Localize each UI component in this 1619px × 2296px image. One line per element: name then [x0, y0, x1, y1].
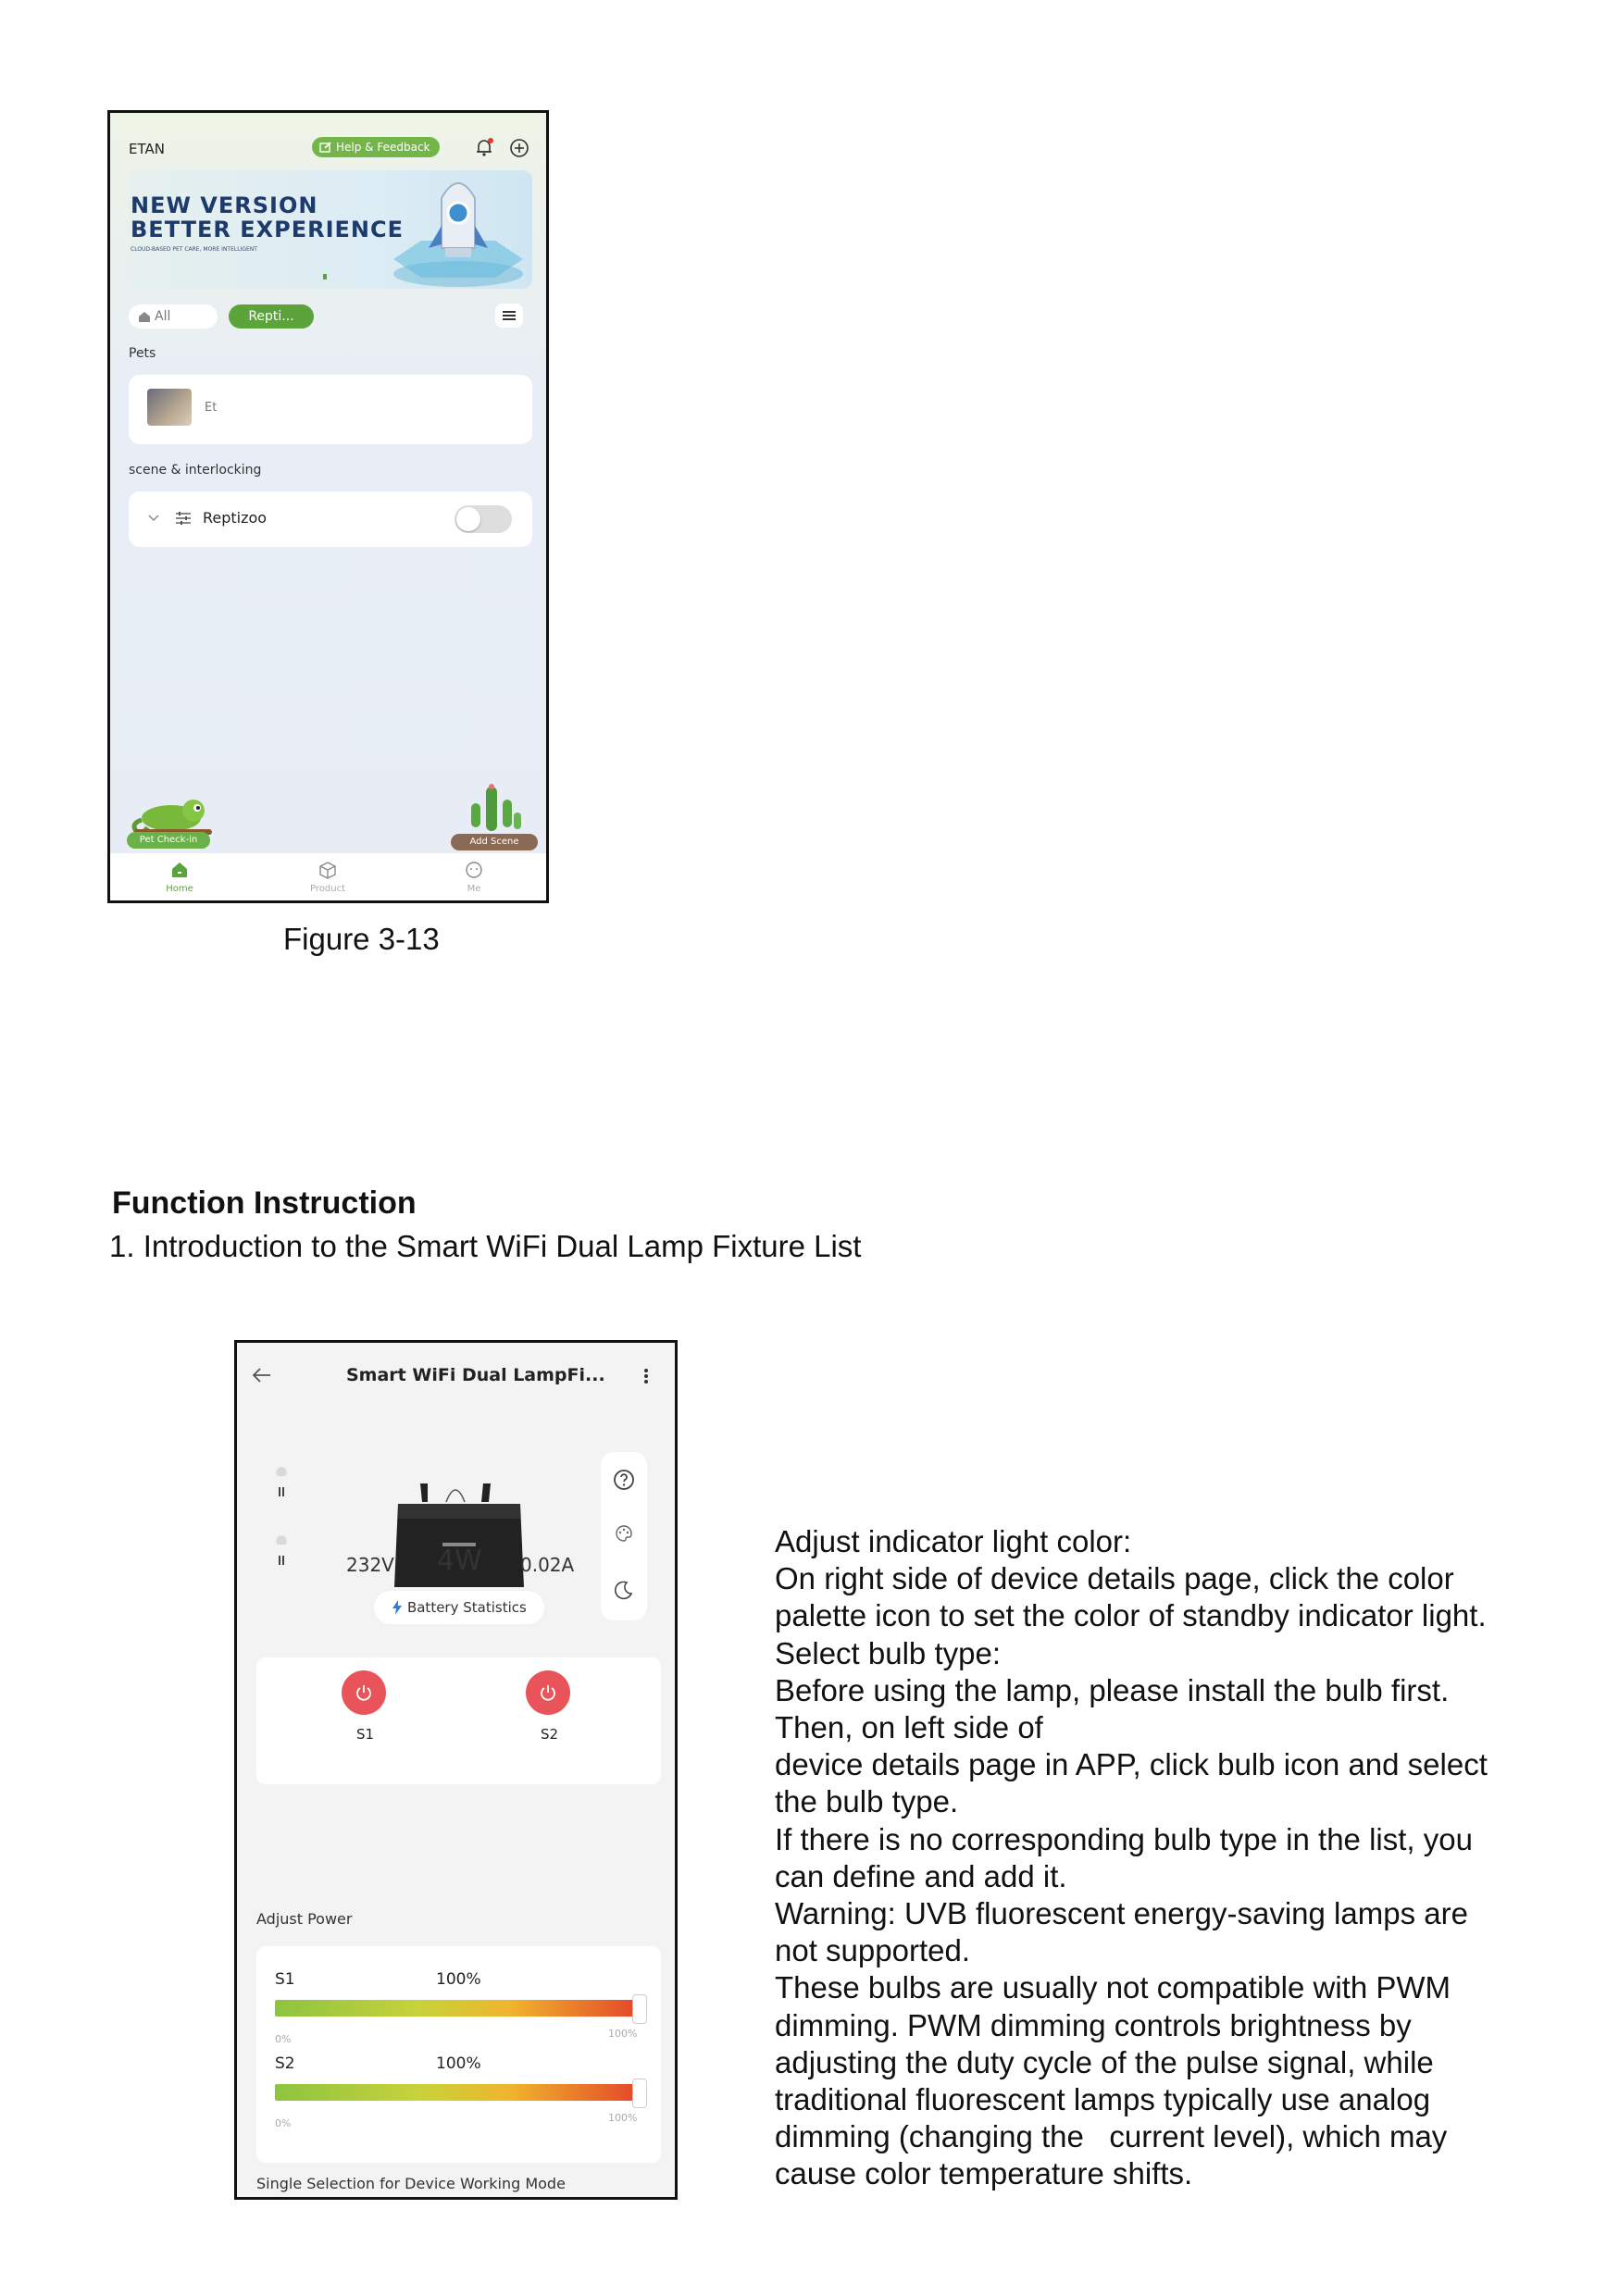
- tab-all-label: All: [155, 309, 171, 324]
- nav-product-label: Product: [310, 884, 345, 894]
- home-small-icon: [137, 310, 152, 323]
- device-title: Smart WiFi Dual LampFi...: [346, 1365, 605, 1385]
- pet-card[interactable]: [129, 375, 532, 444]
- slider-s1-max: 100%: [608, 2028, 638, 2040]
- instruction-text: [775, 1523, 1589, 2193]
- banner-headline-2: BETTER EXPERIENCE: [131, 217, 404, 242]
- text-line: adjusting the duty cycle of the pulse signal, while: [775, 2044, 1434, 2079]
- nav-home[interactable]: [110, 861, 249, 894]
- bottom-nav: [110, 853, 546, 900]
- bulb-icon[interactable]: [272, 1465, 291, 1502]
- bulb-icon[interactable]: [272, 1533, 291, 1570]
- text-line: Then, on left side of: [775, 1710, 1043, 1745]
- plus-circle-icon: [509, 138, 529, 158]
- promo-banner[interactable]: [129, 170, 532, 289]
- cactus-illustration: [458, 781, 532, 837]
- side-action-panel: [601, 1452, 647, 1620]
- s1-power-button[interactable]: [342, 1670, 386, 1715]
- adjust-power-label: Adjust Power: [256, 1910, 353, 1928]
- text-line: can define and add it.: [775, 1858, 1067, 1893]
- text-line: the bulb type.: [775, 1784, 959, 1819]
- banner-page-indicator: [323, 274, 327, 279]
- help-feedback-button[interactable]: [312, 137, 440, 157]
- current-value: 0.02A: [520, 1554, 575, 1576]
- text-line: traditional fluorescent lamps typically use analog: [775, 2082, 1431, 2117]
- app-title: ETAN: [129, 141, 165, 157]
- section-heading: Function Instruction: [112, 1185, 417, 1221]
- text-line: not supported.: [775, 1933, 970, 1968]
- nav-me[interactable]: [405, 861, 543, 894]
- add-button[interactable]: [508, 137, 530, 159]
- moon-icon[interactable]: [614, 1580, 634, 1600]
- figure-caption: Figure 3-13: [283, 922, 440, 956]
- slider-s1-value: 100%: [436, 1970, 481, 1989]
- power-adjust-card: [256, 1946, 661, 2163]
- section-subheading: 1. Introduction to the Smart WiFi Dual Lamp Fixture List: [109, 1229, 862, 1263]
- power-icon: [355, 1683, 373, 1702]
- help-feedback-label: Help & Feedback: [336, 141, 430, 154]
- scene-toggle-knob: [456, 507, 480, 531]
- banner-tagline: CLOUD-BASED PET CARE, MORE INTELLIGENT: [131, 246, 257, 253]
- chevron-down-icon[interactable]: [147, 514, 160, 523]
- slider-s2-value: 100%: [436, 2054, 481, 2073]
- slider-s1-handle[interactable]: [632, 1994, 647, 2024]
- pets-section-label: Pets: [129, 346, 156, 361]
- text-line: If there is no corresponding bulb type in the list, you: [775, 1821, 1473, 1856]
- back-arrow-icon[interactable]: [252, 1367, 272, 1384]
- voltage-value: 232V: [346, 1554, 394, 1576]
- help-circle-icon[interactable]: [613, 1469, 635, 1491]
- cube-icon: [318, 861, 338, 879]
- tab-reptile[interactable]: [229, 304, 314, 329]
- scene-name: Reptizoo: [203, 509, 268, 527]
- s2-label: S2: [541, 1726, 559, 1743]
- sliders-icon: [175, 511, 192, 526]
- power-icon: [539, 1683, 557, 1702]
- slider-s2-name: S2: [275, 2054, 295, 2073]
- nav-product[interactable]: [258, 861, 397, 894]
- battery-statistics-label: Battery Statistics: [406, 1599, 527, 1616]
- pet-avatar: [147, 389, 192, 426]
- slider-s1-track[interactable]: [275, 2000, 636, 2017]
- color-palette-icon[interactable]: [615, 1524, 633, 1543]
- rocket-illustration: [384, 170, 532, 289]
- add-scene-button[interactable]: Add Scene: [451, 834, 538, 850]
- tab-all[interactable]: [129, 304, 218, 329]
- text-line: palette icon to set the color of standby indicator light.: [775, 1598, 1487, 1633]
- text-line: Before using the lamp, please install the bulb first.: [775, 1672, 1450, 1707]
- slider-s2-handle[interactable]: [632, 2079, 647, 2108]
- pet-checkin-button[interactable]: Pet Check-in: [127, 832, 210, 849]
- scene-card[interactable]: [129, 491, 532, 547]
- text-line: device details page in APP, click bulb icon and select: [775, 1747, 1488, 1782]
- pet-name: Et: [205, 401, 218, 415]
- nav-home-label: Home: [166, 884, 193, 894]
- text-line: dimming. PWM dimming controls brightness by: [775, 2007, 1412, 2042]
- hamburger-icon: [503, 310, 516, 321]
- text-line: Warning: UVB fluorescent energy-saving lamps are: [775, 1896, 1468, 1931]
- face-icon: [464, 861, 484, 879]
- s2-power-button[interactable]: [526, 1670, 570, 1715]
- edit-icon: [319, 142, 332, 153]
- app-home-screenshot: [107, 110, 549, 903]
- slider-s1-name: S1: [275, 1970, 295, 1989]
- tab-reptile-label: Repti...: [248, 309, 294, 324]
- switch-card: [256, 1657, 661, 1784]
- text-line: On right side of device details page, click the color: [775, 1561, 1454, 1596]
- slider-s2-max: 100%: [608, 2112, 638, 2124]
- bell-icon: [474, 137, 494, 157]
- nav-me-label: Me: [467, 884, 481, 894]
- banner-headline-1: NEW VERSION: [131, 192, 318, 218]
- slider-s1-min: 0%: [275, 2033, 292, 2045]
- notification-button[interactable]: [473, 136, 495, 158]
- text-line: Select bulb type:: [775, 1635, 1001, 1670]
- more-vertical-icon[interactable]: [642, 1367, 650, 1385]
- working-mode-label: Single Selection for Device Working Mode: [256, 2175, 566, 2192]
- slider-s2-track[interactable]: [275, 2084, 636, 2101]
- scene-toggle[interactable]: [455, 505, 512, 533]
- lightning-icon: [392, 1600, 403, 1615]
- text-line: dimming (changing the current level), which may: [775, 2119, 1448, 2154]
- scene-section-label: scene & interlocking: [129, 463, 262, 478]
- battery-statistics-button[interactable]: [374, 1591, 544, 1624]
- lamp-fixture-image: [385, 1478, 533, 1598]
- text-line: These bulbs are usually not compatible with PWM: [775, 1970, 1451, 2005]
- text-line: Adjust indicator light color:: [775, 1524, 1132, 1558]
- text-line: cause color temperature shifts.: [775, 2156, 1193, 2191]
- device-details-screenshot: [234, 1340, 678, 2200]
- slider-s2-min: 0%: [275, 2117, 292, 2129]
- wattage-value: 4W: [437, 1545, 482, 1577]
- menu-button[interactable]: [495, 304, 523, 328]
- s1-label: S1: [356, 1726, 375, 1743]
- home-icon: [169, 861, 190, 879]
